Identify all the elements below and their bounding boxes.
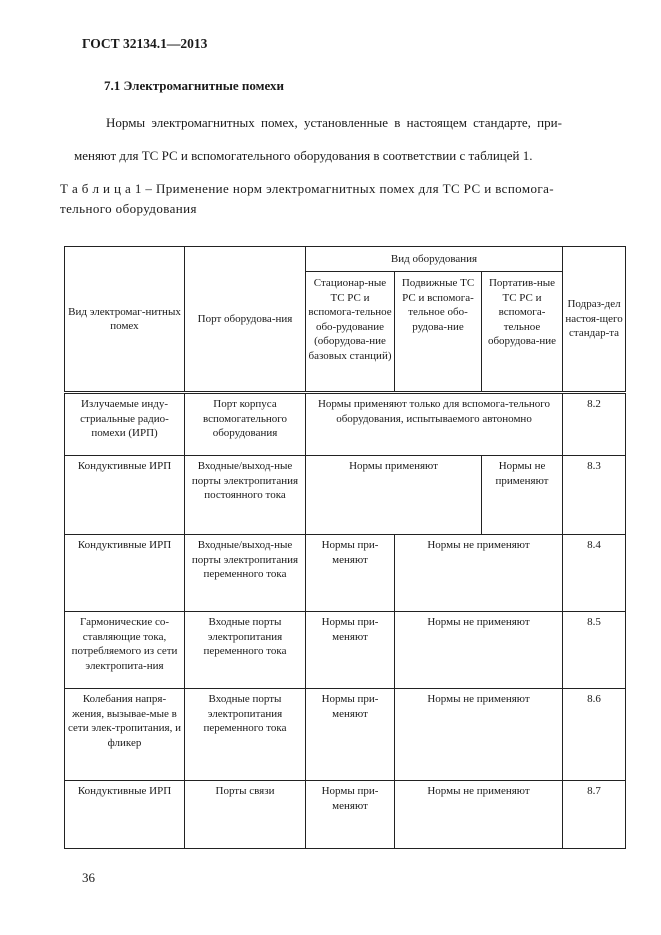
cell-norms-merged: Нормы применяют: [306, 456, 482, 535]
header-mobile: Подвижные ТС РС и вспомога-тельное обо-рудова-ние: [395, 272, 482, 393]
cell-port: Входные порты электропитания переменного тока: [185, 612, 306, 689]
cell-norms-stationary: Нормы при-меняют: [306, 535, 395, 612]
cell-port: Порт корпуса вспомогательного оборудования: [185, 393, 306, 456]
cell-port: Порты связи: [185, 781, 306, 849]
table-row: [65, 781, 626, 849]
cell-norms-portable: Нормы не применяют: [482, 456, 563, 535]
cell-norms-merged: Нормы не применяют: [395, 781, 563, 849]
table-row: [65, 689, 626, 781]
cell-clause: 8.4: [563, 535, 626, 612]
cell-clause: 8.7: [563, 781, 626, 849]
header-interference-type: Вид электромаг-нитных помех: [65, 247, 185, 393]
cell-port: Входные/выход-ные порты электропитания переменного тока: [185, 535, 306, 612]
cell-clause: 8.3: [563, 456, 626, 535]
header-stationary: Стационар-ные ТС РС и вспомога-тельное обо-рудование (оборудова-ние базовых станций): [306, 272, 395, 393]
cell-interference-type: Гармонические со-ставляющие тока, потребляемого из сети электропита-ния: [65, 612, 185, 689]
cell-port: Входные/выход-ные порты электропитания постоянного тока: [185, 456, 306, 535]
section-title: 7.1 Электромагнитные помехи: [104, 78, 285, 93]
cell-norms-merged: Нормы не применяют: [395, 535, 563, 612]
cell-norms-merged: Нормы применяют только для вспомога-тельного оборудования, испытываемого автономно: [306, 393, 563, 456]
table-caption-line-2: тельного оборудования: [60, 201, 197, 216]
cell-clause: 8.5: [563, 612, 626, 689]
table-row: [65, 612, 626, 689]
cell-interference-type: Кондуктивные ИРП: [65, 456, 185, 535]
paragraph-line-2: меняют для ТС РС и вспомогательного оборудования в соответствии с таблицей 1.: [74, 148, 533, 163]
paragraph-line-1: Нормы электромагнитных помех, установленные в настоящем стандарте, при-: [106, 115, 562, 130]
cell-interference-type: Излучаемые инду-стриальные радио-помехи (ИРП): [65, 393, 185, 456]
page-number: 36: [82, 870, 95, 885]
cell-norms-merged: Нормы не применяют: [395, 612, 563, 689]
header-equipment-type-group: Вид оборудования: [306, 247, 563, 272]
cell-clause: 8.2: [563, 393, 626, 456]
cell-norms-merged: Нормы не применяют: [395, 689, 563, 781]
table-caption-line-1: Т а б л и ц а 1 – Применение норм электромагнитных помех для ТС РС и вспомога-: [60, 181, 554, 196]
document-header: ГОСТ 32134.1—2013: [82, 36, 208, 51]
cell-clause: 8.6: [563, 689, 626, 781]
table-row: [65, 393, 626, 456]
header-standard-clause: Подраз-дел настоя-щего стандар-та: [563, 247, 626, 393]
cell-interference-type: Кондуктивные ИРП: [65, 781, 185, 849]
cell-norms-stationary: Нормы при-меняют: [306, 781, 395, 849]
emission-norms-table: [64, 246, 625, 848]
table-row: [65, 456, 626, 535]
header-equipment-port: Порт оборудова-ния: [185, 247, 306, 393]
cell-interference-type: Кондуктивные ИРП: [65, 535, 185, 612]
cell-interference-type: Колебания напря-жения, вызывае-мые в сети элек-тропитания, и фликер: [65, 689, 185, 781]
cell-port: Входные порты электропитания переменного тока: [185, 689, 306, 781]
cell-norms-stationary: Нормы при-меняют: [306, 612, 395, 689]
table-row: [65, 535, 626, 612]
cell-norms-stationary: Нормы при-меняют: [306, 689, 395, 781]
header-portable: Портатив-ные ТС РС и вспомога-тельное оборудова-ние: [482, 272, 563, 393]
